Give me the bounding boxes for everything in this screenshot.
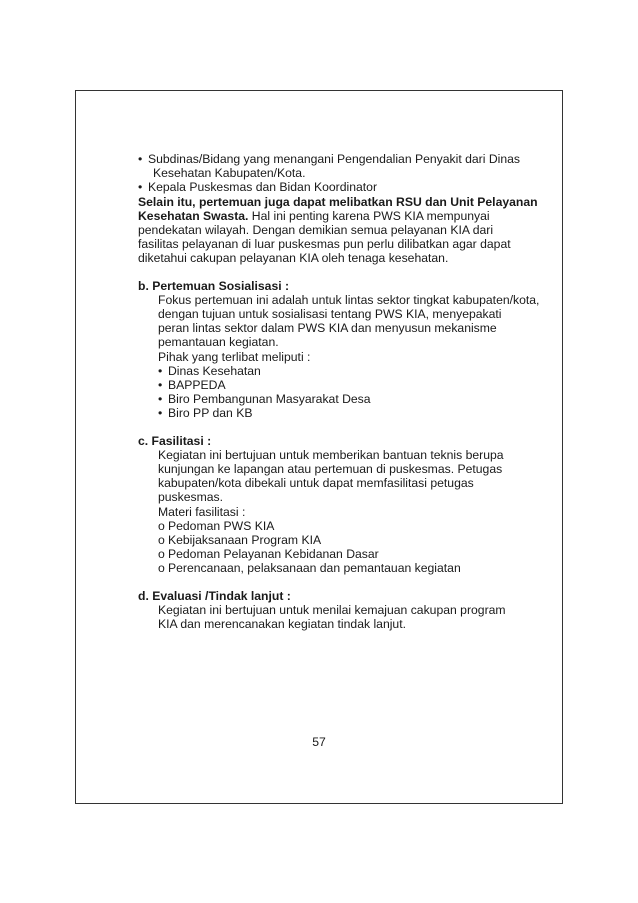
circle-bullet-icon: o [158, 518, 165, 533]
intro-bullet: • Subdinas/Bidang yang menangani Pengendalian Penyakit dari Dinas [138, 152, 520, 166]
bullet-icon: • [158, 378, 163, 393]
section-c-line: kabupaten/kota dibekali untuk dapat memfasilitasi petugas [158, 476, 474, 491]
section-b-item: • Biro Pembangunan Masyarakat Desa [158, 392, 371, 407]
section-c-line: Kegiatan ini bertujuan untuk memberikan bantuan teknis berupa [158, 447, 504, 462]
section-b-line: dengan tujuan untuk sosialisasi tentang PWS KIA, menyepakati [158, 307, 502, 322]
intro-bold-line: Selain itu, pertemuan juga dapat melibatkan RSU dan Unit Pelayanan [138, 194, 538, 209]
section-c-heading: c. Fasilitasi : [138, 433, 212, 448]
intro-paragraph-line: fasilitas pelayanan di luar puskesmas pun perlu dilibatkan agar dapat [138, 237, 511, 252]
bullet-icon: • [138, 180, 143, 195]
section-b-item: • Dinas Kesehatan [158, 363, 261, 378]
section-b-item: • BAPPEDA [158, 378, 226, 393]
section-c-item: o Perencanaan, pelaksanaan dan pemantauan kegiatan [158, 561, 461, 576]
bullet-icon: • [158, 363, 163, 378]
bullet-icon: • [138, 152, 143, 166]
section-b-item: • Biro PP dan KB [158, 406, 253, 421]
intro-paragraph-line: diketahui cakupan pelayanan KIA oleh tenaga kesehatan. [138, 251, 449, 266]
intro-paragraph-line: Kesehatan Swasta. Hal ini penting karena PWS KIA mempunyai [138, 208, 490, 223]
circle-bullet-icon: o [158, 547, 165, 562]
section-c-item: o Pedoman PWS KIA [158, 518, 275, 533]
section-c-item: o Kebijaksanaan Program KIA [158, 533, 322, 548]
section-b-line: pemantauan kegiatan. [158, 335, 279, 350]
section-c-line: Materi fasilitasi : [158, 504, 246, 519]
section-c-line: puskesmas. [158, 490, 224, 505]
section-b-heading: b. Pertemuan Sosialisasi : [138, 278, 290, 293]
intro-bullet: • Kepala Puskesmas dan Bidan Koordinator [138, 180, 377, 195]
section-d-line: KIA dan merencanakan kegiatan tindak lanjut. [158, 617, 406, 632]
section-b-line: Pihak yang terlibat meliputi : [158, 349, 311, 364]
section-b-line: Fokus pertemuan ini adalah untuk lintas sektor tingkat kabupaten/kota, [158, 292, 540, 307]
section-d-heading: d. Evaluasi /Tindak lanjut : [138, 588, 291, 603]
section-d-line: Kegiatan ini bertujuan untuk menilai kemajuan cakupan program [158, 602, 506, 617]
page-content [138, 152, 538, 631]
section-c-line: kunjungan ke lapangan atau pertemuan di puskesmas. Petugas [158, 462, 503, 477]
bullet-icon: • [158, 392, 163, 407]
bullet-icon: • [158, 406, 163, 421]
section-b-line: peran lintas sektor dalam PWS KIA dan menyusun mekanisme [158, 321, 497, 336]
section-c-item: o Pedoman Pelayanan Kebidanan Dasar [158, 547, 379, 562]
page-number: 57 [312, 735, 326, 749]
intro-bullet-cont: Kesehatan Kabupaten/Kota. [153, 166, 306, 181]
circle-bullet-icon: o [158, 561, 165, 576]
circle-bullet-icon: o [158, 533, 165, 548]
intro-paragraph-line: pendekatan wilayah. Dengan demikian semua pelayanan KIA dari [138, 223, 494, 238]
